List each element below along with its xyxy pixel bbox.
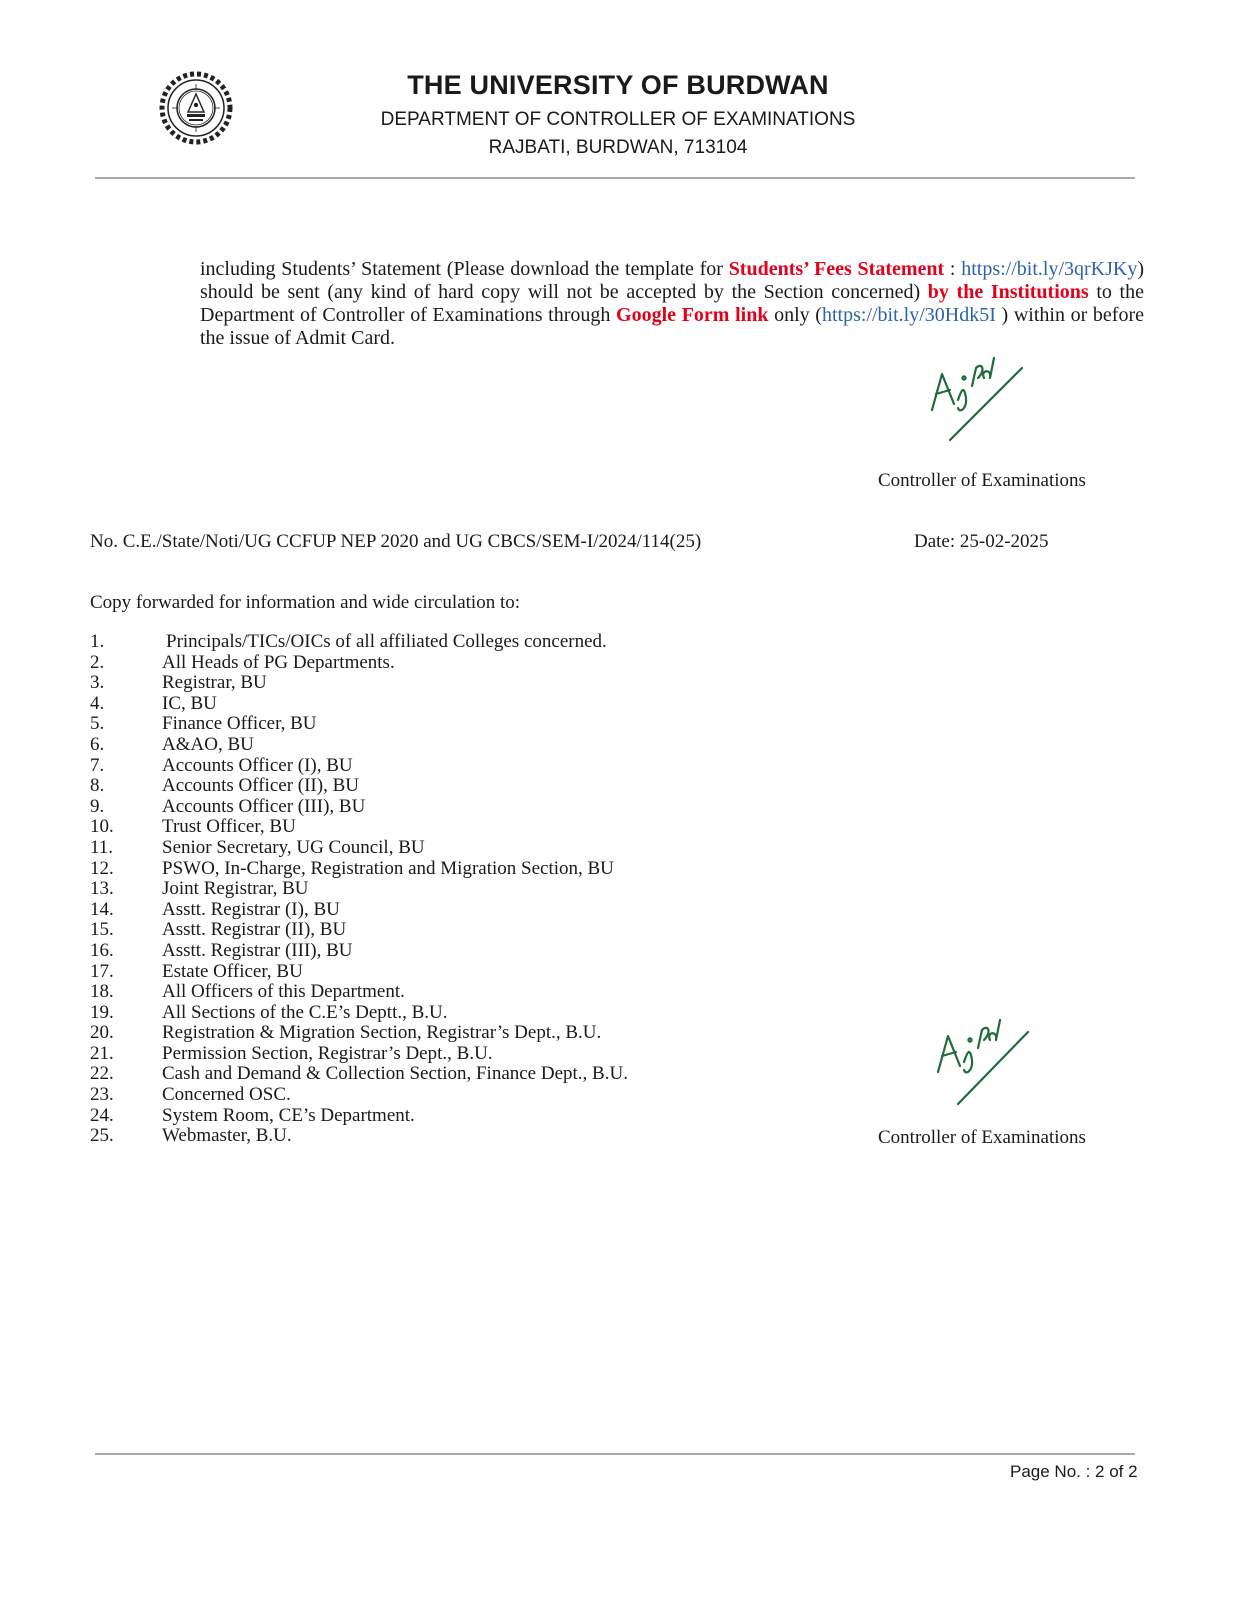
memo-number: No. C.E./State/Noti/UG CCFUP NEP 2020 and UG CBCS/SEM-I/2024/114(25)	[90, 531, 702, 552]
list-item-number: 18.	[90, 981, 114, 1003]
list-item-text: Concerned OSC.	[162, 1084, 291, 1106]
institutions-emphasis: by the Institutions	[927, 281, 1089, 303]
signature-icon	[928, 1012, 1038, 1107]
signature-icon	[920, 348, 1030, 443]
signature-caption: Controller of Examinations	[878, 1127, 1086, 1148]
list-item-text: Registration & Migration Section, Registrar’s Dept., B.U.	[162, 1022, 602, 1044]
list-item-number: 4.	[90, 692, 105, 714]
memo-date: Date: 25-02-2025	[914, 531, 1049, 552]
list-item-text: Trust Officer, BU	[162, 816, 296, 838]
list-item-number: 15.	[90, 919, 114, 941]
list-item-text: Estate Officer, BU	[162, 960, 303, 982]
paragraph-text: only (	[768, 304, 822, 326]
list-item-text: Principals/TICs/OICs of all affiliated Colleges concerned.	[166, 631, 607, 652]
list-item-number: 10.	[90, 816, 114, 838]
copy-forwarded-intro: Copy forwarded for information and wide circulation to:	[90, 592, 521, 613]
list-item-number: 22.	[90, 1063, 114, 1085]
list-item-text: Asstt. Registrar (I), BU	[162, 898, 340, 920]
paragraph-text: including Students’ Statement (Please download the template for	[200, 258, 729, 280]
list-item-number: 25.	[90, 1125, 114, 1147]
paragraph-text: :	[944, 258, 962, 280]
list-item-number: 19.	[90, 1001, 114, 1023]
list-item-text: Accounts Officer (III), BU	[162, 795, 366, 817]
list-item-text: Finance Officer, BU	[162, 713, 317, 735]
list-item-number: 2.	[90, 651, 105, 673]
paragraph-text: ) within or before the issue of Admit Card.	[200, 304, 1145, 349]
list-item-text: Accounts Officer (II), BU	[162, 775, 359, 797]
paragraph-text: ) should be sent (any kind of hard copy will not be accepted by the Section concerned)	[200, 258, 1145, 303]
list-item-number: 16.	[90, 939, 114, 961]
list-item-number: 24.	[90, 1104, 114, 1126]
list-item-text: IC, BU	[162, 692, 217, 714]
google-form-emphasis: Google Form link	[616, 304, 769, 326]
page-number: Page No. : 2 of 2	[1010, 1462, 1138, 1481]
header-divider	[95, 177, 1135, 179]
list-item-number: 21.	[90, 1042, 114, 1064]
paragraph-text: to the Department of Controller of Examinations through	[200, 281, 1144, 326]
list-item-number: 11.	[90, 836, 114, 858]
list-item-text: System Room, CE’s Department.	[162, 1104, 415, 1126]
list-item-number: 6.	[90, 733, 105, 755]
list-item-number: 9.	[90, 795, 105, 817]
list-item-number: 23.	[90, 1084, 114, 1106]
list-item-number: 3.	[90, 672, 105, 694]
list-item-text: All Heads of PG Departments.	[162, 651, 395, 673]
list-item-text: Asstt. Registrar (II), BU	[162, 919, 347, 941]
list-item-number: 12.	[90, 857, 114, 879]
list-item-text: PSWO, In-Charge, Registration and Migration Section, BU	[162, 857, 614, 879]
list-item-number: 1.	[90, 631, 105, 652]
list-item-text: All Sections of the C.E’s Deptt., B.U.	[162, 1001, 448, 1023]
list-item-number: 17.	[90, 960, 114, 982]
list-item-text: Joint Registrar, BU	[162, 878, 309, 900]
google-form-link[interactable]: https://bit.ly/30Hdk5I	[821, 304, 996, 326]
page-title: THE UNIVERSITY OF BURDWAN	[407, 70, 829, 100]
list-item-number: 20.	[90, 1022, 114, 1044]
list-item-number: 14.	[90, 898, 114, 920]
list-item-text: A&AO, BU	[162, 733, 254, 755]
department-name: DEPARTMENT OF CONTROLLER OF EXAMINATIONS	[380, 109, 856, 130]
list-item-text: Senior Secretary, UG Council, BU	[162, 836, 425, 858]
fees-template-link[interactable]: https://bit.ly/3qrKJKy	[961, 258, 1138, 280]
list-item-text: Accounts Officer (I), BU	[162, 754, 353, 776]
list-item-text: Asstt. Registrar (III), BU	[162, 939, 353, 961]
list-item-number: 8.	[90, 775, 105, 797]
fees-statement-emphasis: Students’ Fees Statement	[728, 258, 945, 280]
list-item-text: Registrar, BU	[162, 672, 267, 694]
list-item-text: All Officers of this Department.	[162, 981, 405, 1003]
list-item-text: Cash and Demand & Collection Section, Finance Dept., B.U.	[162, 1063, 628, 1085]
footer-divider	[95, 1453, 1135, 1455]
notice-paragraph	[200, 258, 1144, 350]
list-item-number: 5.	[90, 713, 105, 735]
list-item-text: Webmaster, B.U.	[162, 1125, 292, 1147]
list-item-number: 7.	[90, 754, 105, 776]
signature-caption: Controller of Examinations	[878, 470, 1086, 491]
department-address: RAJBATI, BURDWAN, 713104	[488, 137, 748, 158]
list-item-number: 13.	[90, 878, 114, 900]
list-item-text: Permission Section, Registrar’s Dept., B.U.	[162, 1042, 493, 1064]
